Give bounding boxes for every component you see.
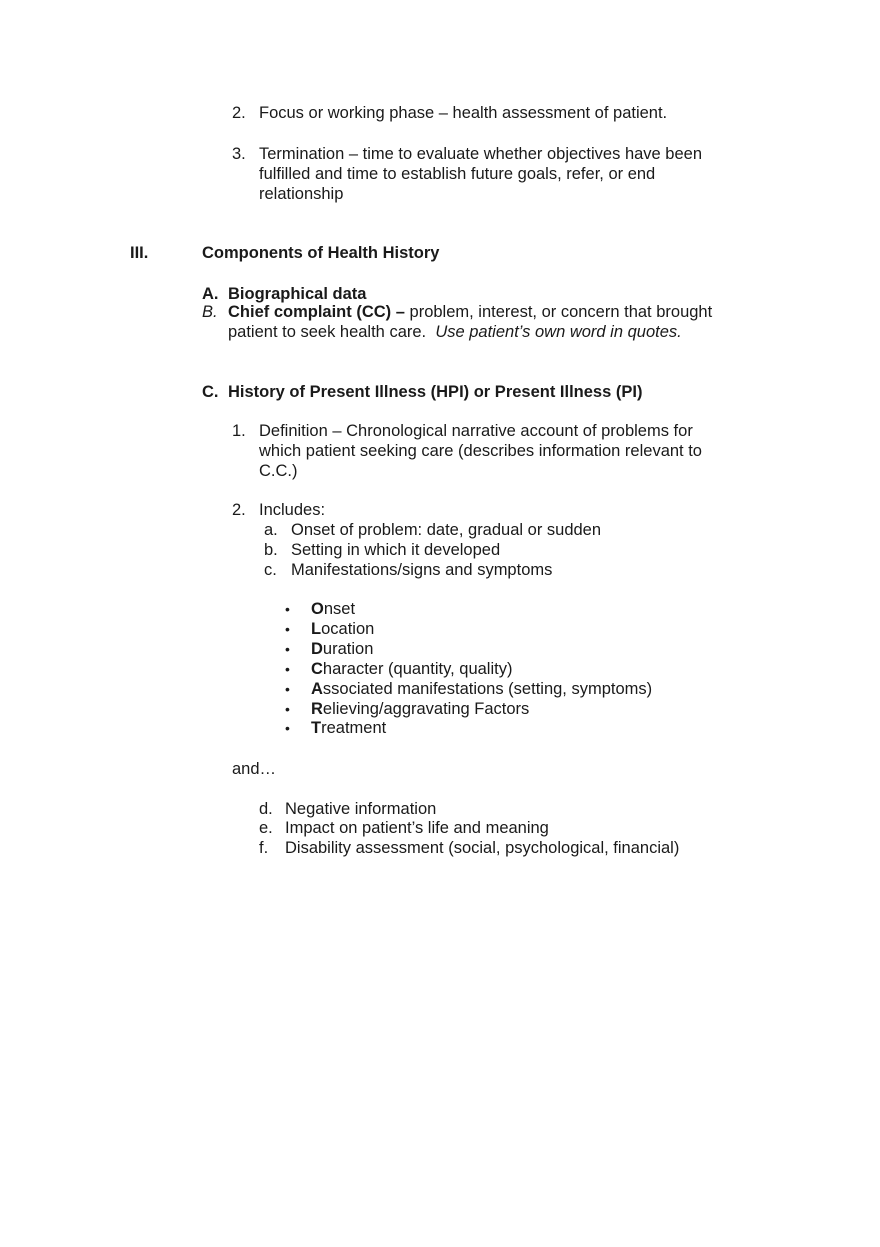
bullet: • xyxy=(285,681,290,697)
hpi-def-line2: which patient seeking care (describes information relevant to xyxy=(259,442,702,460)
sub-c-title: History of Present Illness (HPI) or Present Illness (PI) xyxy=(228,383,643,401)
sub-b-line2-italic: Use patient’s own word in quotes. xyxy=(435,323,682,341)
phase-3-line3: relationship xyxy=(259,185,344,203)
list-item-letter: d. xyxy=(259,800,273,818)
hpi-def-line1: Definition – Chronological narrative account of problems for xyxy=(259,422,693,440)
sub-b-letter: B. xyxy=(202,303,218,321)
list-item: Disability assessment (social, psychological, financial) xyxy=(285,839,680,857)
list-item: Setting in which it developed xyxy=(291,541,501,559)
list-item: Onset of problem: date, gradual or sudden xyxy=(291,521,602,539)
list-item-letter: a. xyxy=(264,521,278,539)
section-numeral: III. xyxy=(130,244,149,262)
mnemonic-item: Character (quantity, quality) xyxy=(311,660,513,678)
list-item: Negative information xyxy=(285,800,437,818)
bullet: • xyxy=(285,701,290,717)
list-item: Manifestations/signs and symptoms xyxy=(291,561,553,579)
hpi-includes-label: Includes: xyxy=(259,501,326,519)
bullet: • xyxy=(285,601,290,617)
mnemonic-item: Relieving/aggravating Factors xyxy=(311,700,530,718)
sub-a-letter: A. xyxy=(202,285,219,303)
mnemonic-item: Onset xyxy=(311,600,356,618)
mnemonic-item: Associated manifestations (setting, symptoms) xyxy=(311,680,653,698)
bullet: • xyxy=(285,661,290,677)
hpi-def-number: 1. xyxy=(232,422,246,440)
section-title: Components of Health History xyxy=(202,244,440,262)
phase-3-line2: fulfilled and time to establish future goals, refer, or end xyxy=(259,165,656,183)
list-item-letter: b. xyxy=(264,541,278,559)
bullet: • xyxy=(285,720,290,736)
hpi-def-line3: C.C.) xyxy=(259,462,298,480)
mnemonic-item: Location xyxy=(311,620,375,638)
list-item-letter: c. xyxy=(264,561,277,579)
and-text: and… xyxy=(232,760,277,778)
hpi-includes-number: 2. xyxy=(232,501,246,519)
sub-b-title: Chief complaint (CC) – xyxy=(228,303,405,321)
list-item-letter: e. xyxy=(259,819,273,837)
list-item: Impact on patient’s life and meaning xyxy=(285,819,549,837)
phase-2-text: Focus or working phase – health assessment of patient. xyxy=(259,104,668,122)
list-item-letter: f. xyxy=(259,839,269,857)
phase-3-number: 3. xyxy=(232,145,246,163)
mnemonic-item: Duration xyxy=(311,640,374,658)
sub-b-line1-rest: problem, interest, or concern that brought xyxy=(404,303,713,321)
phase-3-line1: Termination – time to evaluate whether objectives have been xyxy=(259,145,703,163)
sub-b-line2 xyxy=(228,322,682,342)
sub-c-letter: C. xyxy=(202,383,219,401)
bullet: • xyxy=(285,641,290,657)
sub-b-line2-text: patient to seek health care. xyxy=(228,323,427,341)
phase-2-number: 2. xyxy=(232,104,246,122)
mnemonic-item: Treatment xyxy=(311,719,387,737)
sub-b-line1 xyxy=(228,302,712,322)
sub-a-title: Biographical data xyxy=(228,285,367,303)
bullet: • xyxy=(285,621,290,637)
